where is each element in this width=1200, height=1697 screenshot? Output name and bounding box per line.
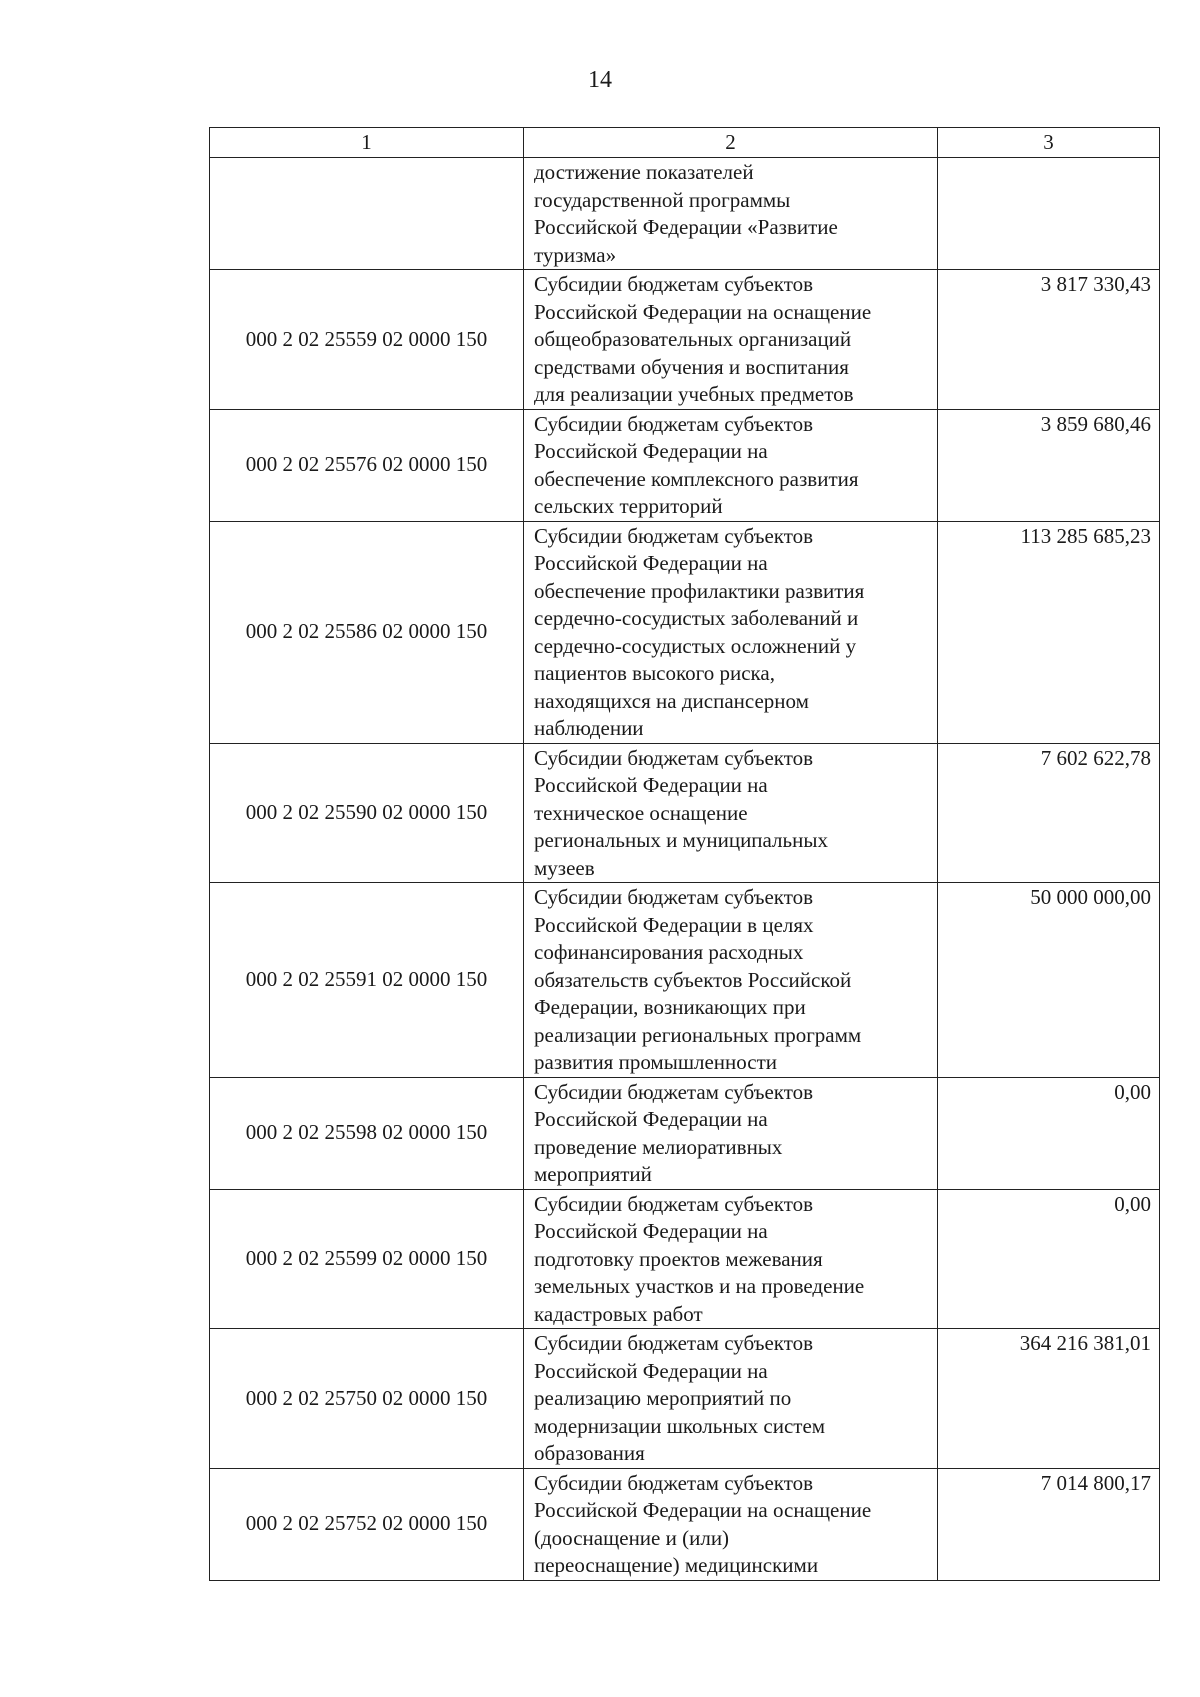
description-line: образования: [534, 1441, 645, 1465]
amount-value: [938, 158, 1160, 270]
budget-classification-code: 000 2 02 25576 02 0000 150: [210, 409, 524, 521]
description-line: туризма»: [534, 242, 617, 267]
description-line: кадастровых работ: [534, 1301, 703, 1326]
description-line: земельных участков и на проведение: [534, 1274, 865, 1298]
description-line: софинансирования расходных: [534, 940, 804, 964]
description-line: музеев: [534, 855, 595, 880]
description-line: Федерации, возникающих при: [534, 995, 806, 1019]
description-line: обеспечение комплексного развития: [534, 466, 859, 491]
budget-classification-code: 000 2 02 25598 02 0000 150: [210, 1077, 524, 1189]
description-line: для реализации учебных предметов: [534, 382, 854, 406]
budget-classification-code: 000 2 02 25591 02 0000 150: [210, 883, 524, 1078]
table-row: [210, 743, 1160, 883]
description-line: Российской Федерации на оснащение: [534, 1498, 872, 1522]
budget-classification-code: [210, 158, 524, 270]
income-description: [524, 270, 938, 410]
description-line: находящихся на диспансерном: [534, 688, 809, 713]
description-line: модернизации школьных систем: [534, 1413, 826, 1438]
description-line: Субсидии бюджетам субъектов: [534, 745, 814, 770]
income-description: [524, 158, 938, 270]
income-description: [524, 521, 938, 743]
amount-value: 7 602 622,78: [938, 743, 1160, 883]
description-line: Российской Федерации на: [534, 1358, 768, 1383]
budget-classification-code: 000 2 02 25590 02 0000 150: [210, 743, 524, 883]
table-row: [210, 1189, 1160, 1329]
table-row: [210, 1468, 1160, 1580]
income-description: [524, 1329, 938, 1469]
budget-classification-code: 000 2 02 25752 02 0000 150: [210, 1468, 524, 1580]
description-line: Субсидии бюджетам субъектов: [534, 1191, 814, 1216]
budget-classification-code: 000 2 02 25599 02 0000 150: [210, 1189, 524, 1329]
header-row: [210, 128, 1160, 158]
table-body: [210, 158, 1160, 1581]
description-line: средствами обучения и воспитания: [534, 354, 849, 379]
budget-classification-code: 000 2 02 25559 02 0000 150: [210, 270, 524, 410]
table-row: [210, 1329, 1160, 1469]
budget-classification-code: 000 2 02 25586 02 0000 150: [210, 521, 524, 743]
description-line: Российской Федерации на: [534, 1219, 768, 1243]
description-line: Российской Федерации на: [534, 1107, 768, 1131]
income-description: [524, 1468, 938, 1580]
description-line: развития промышленности: [534, 1050, 778, 1074]
income-description: [524, 883, 938, 1078]
description-line: пациентов высокого риска,: [534, 661, 775, 685]
description-line: сельских территорий: [534, 494, 723, 518]
description-line: Субсидии бюджетам субъектов: [534, 411, 814, 436]
amount-value: 50 000 000,00: [938, 883, 1160, 1078]
table-row: [210, 521, 1160, 743]
description-line: достижение показателей: [534, 160, 754, 184]
description-line: Субсидии бюджетам субъектов: [534, 1079, 814, 1104]
description-line: техническое оснащение: [534, 800, 748, 825]
page-number: 14: [588, 67, 612, 93]
description-line: переоснащение) медицинскими: [534, 1553, 819, 1577]
description-line: Субсидии бюджетам субъектов: [534, 272, 814, 296]
description-line: Российской Федерации на: [534, 773, 768, 797]
description-line: государственной программы: [534, 187, 791, 212]
budget-classification-code: 000 2 02 25750 02 0000 150: [210, 1329, 524, 1469]
description-line: Субсидии бюджетам субъектов: [534, 1331, 814, 1355]
description-line: региональных и муниципальных: [534, 828, 828, 852]
description-line: подготовку проектов межевания: [534, 1246, 823, 1271]
income-description: [524, 743, 938, 883]
description-line: (дооснащение и (или): [534, 1525, 730, 1550]
amount-value: 0,00: [938, 1077, 1160, 1189]
description-line: Российской Федерации на: [534, 439, 768, 463]
description-line: сердечно-сосудистых осложнений у: [534, 633, 857, 658]
amount-value: 364 216 381,01: [938, 1329, 1160, 1469]
amount-value: 3 859 680,46: [938, 409, 1160, 521]
description-line: Российской Федерации в целях: [534, 912, 814, 937]
header-column-1: 1: [210, 128, 524, 158]
revenue-table: [209, 127, 1160, 1581]
description-line: реализацию мероприятий по: [534, 1386, 792, 1410]
income-description: [524, 1189, 938, 1329]
description-line: общеобразовательных организаций: [534, 327, 852, 351]
header-column-3: 3: [938, 128, 1160, 158]
table-row: [210, 409, 1160, 521]
amount-value: 7 014 800,17: [938, 1468, 1160, 1580]
description-line: обязательств субъектов Российской: [534, 967, 852, 992]
description-line: сердечно-сосудистых заболеваний и: [534, 606, 859, 630]
amount-value: 113 285 685,23: [938, 521, 1160, 743]
description-line: Субсидии бюджетам субъектов: [534, 1470, 814, 1495]
income-description: [524, 409, 938, 521]
description-line: мероприятий: [534, 1162, 652, 1186]
description-line: проведение мелиоративных: [534, 1134, 783, 1159]
description-line: реализации региональных программ: [534, 1022, 862, 1047]
table-row: [210, 883, 1160, 1078]
table-row: [210, 1077, 1160, 1189]
amount-value: 0,00: [938, 1189, 1160, 1329]
description-line: Российской Федерации на оснащение: [534, 299, 872, 324]
income-description: [524, 1077, 938, 1189]
table-row: [210, 270, 1160, 410]
table-header: [210, 128, 1160, 158]
table-row: [210, 158, 1160, 270]
header-column-2: 2: [524, 128, 938, 158]
description-line: Субсидии бюджетам субъектов: [534, 885, 814, 909]
description-line: обеспечение профилактики развития: [534, 578, 865, 603]
description-line: Российской Федерации «Развитие: [534, 215, 838, 239]
amount-value: 3 817 330,43: [938, 270, 1160, 410]
description-line: наблюдении: [534, 716, 644, 740]
description-line: Субсидии бюджетам субъектов: [534, 523, 814, 548]
description-line: Российской Федерации на: [534, 551, 768, 575]
